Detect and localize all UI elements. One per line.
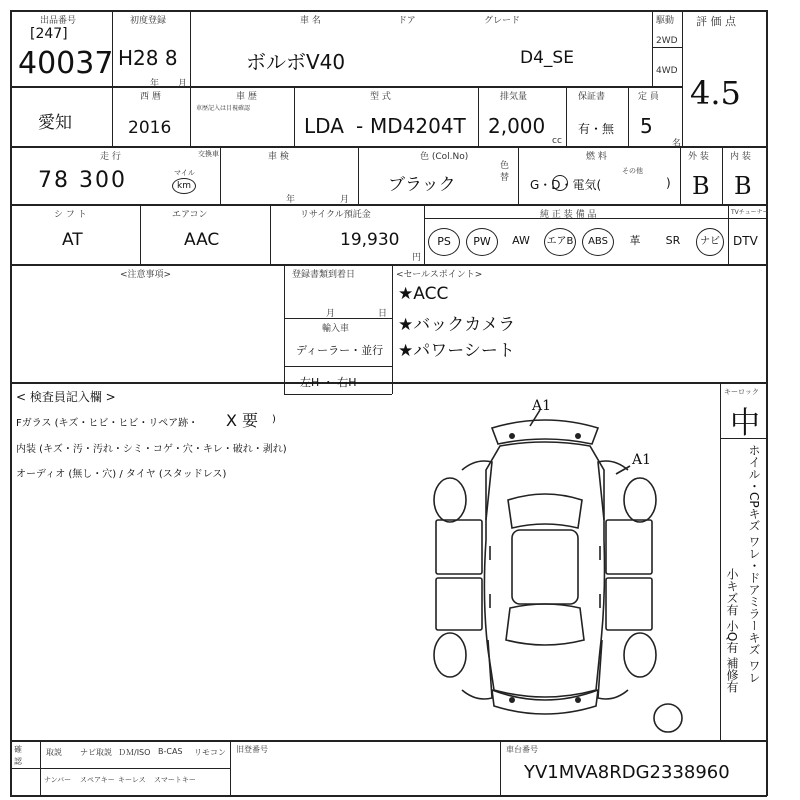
import-label: 輸入車: [322, 324, 350, 334]
footer-item-navi-manual: ナビ取説: [80, 748, 112, 757]
border-top: [10, 10, 767, 12]
caution-label: <注意事項>: [120, 270, 172, 280]
footer-item-smart-key: スマートキー: [154, 776, 196, 784]
equip-ps: PS: [428, 228, 460, 256]
year: 2016: [128, 118, 172, 138]
score: 4.5: [690, 74, 741, 112]
fuel-other: その他: [622, 167, 643, 175]
key-label: キーロック: [724, 388, 759, 396]
memo-label: 旧登番号: [236, 745, 268, 754]
cc-unit: cc: [552, 136, 562, 146]
footer-item-plate: ナンバー: [44, 776, 72, 784]
area: 愛知: [38, 113, 72, 133]
displacement-label: 排気量: [500, 92, 528, 102]
lot-number: 40037: [18, 46, 114, 81]
equip-pw: PW: [466, 228, 498, 256]
sales-label: <セールスポイント>: [396, 270, 483, 280]
exterior: B: [692, 172, 710, 200]
fuel-values: G・D・電気(: [530, 178, 602, 192]
capacity: 5: [640, 114, 653, 138]
equip-airbag: エアB: [544, 228, 576, 256]
interior: B: [734, 172, 752, 200]
model-label: 型 式: [370, 92, 391, 102]
footer-item-bcas: B-CAS: [158, 747, 183, 756]
side-note-1: ホイル・CPキズ ワレ・ドアミラーキズ ワレ: [747, 444, 761, 684]
capacity-unit: 名: [672, 139, 682, 149]
tv: DTV: [733, 234, 758, 248]
color-change-label: 色替: [500, 161, 510, 183]
ac: AAC: [184, 230, 220, 250]
vin: YV1MVA8RDG2338960: [524, 762, 730, 783]
equip-sunroof: SR: [665, 234, 681, 247]
exterior-label: 外 装: [688, 152, 709, 162]
steering: 左H ・ 右H: [300, 376, 357, 389]
regdoc-day: 日: [378, 309, 388, 319]
import-value: ディーラー・並行: [296, 344, 384, 357]
sales-point-1: ★ACC: [398, 284, 449, 304]
glass-close: ): [272, 414, 276, 425]
footer-item-spare-key: スペアキー: [80, 776, 115, 784]
warranty-label: 保証書: [578, 92, 606, 102]
equip-aw: AW: [512, 234, 530, 247]
drive-2wd: 2WD: [656, 36, 678, 46]
year-label: 西 暦: [140, 92, 161, 102]
model-code: MD4204T: [370, 114, 466, 138]
mileage-unit-alt: マイル: [174, 169, 195, 177]
check-label: 確認: [14, 745, 22, 766]
border-bottom: [10, 795, 767, 797]
footer-item-keyless: キーレス: [118, 776, 146, 784]
reg-unit: 年: [150, 79, 160, 89]
car-name-label: 車 名: [300, 16, 321, 26]
color: ブラック: [388, 175, 456, 195]
model-dash: -: [356, 114, 364, 138]
interior-label: 内 装: [730, 152, 751, 162]
ac-label: エアコン: [172, 210, 208, 220]
mileage: 78 300: [38, 168, 127, 193]
fuel-label: 燃 料: [586, 152, 607, 162]
diagram-mark-side: A1: [632, 452, 652, 468]
recycle-unit: 円: [412, 253, 422, 263]
lot-label: 出品番号: [40, 16, 77, 26]
shift-label: シ フ ト: [54, 210, 87, 220]
glass-mark: X 要: [226, 411, 259, 430]
car-name: ボルボV40: [246, 50, 346, 74]
border-right: [766, 10, 768, 796]
tv-label: TVチューナー: [731, 209, 769, 216]
diagram-mark-front: A1: [532, 398, 552, 414]
mileage-label: 走 行: [100, 152, 121, 162]
reg-label: 初度登録: [130, 16, 167, 26]
insp-year: 年: [286, 195, 296, 205]
warranty-value: 有・無: [578, 122, 615, 136]
footer-item-remote: リモコン: [194, 748, 226, 757]
reg-unit-month: 月: [178, 79, 188, 89]
color-label: 色 (Col.No): [420, 152, 469, 162]
history-note: 車歴記入は目視確認: [196, 105, 251, 112]
inspection-label: 車 検: [268, 152, 289, 162]
drive-label: 駆動: [656, 16, 675, 26]
score-label: 評 価 点: [696, 15, 736, 28]
inspector-title: < 検査員記入欄 >: [16, 390, 116, 404]
lot-bracket: [247]: [30, 26, 68, 42]
equip-abs: ABS: [582, 228, 614, 256]
equip-leather: 革: [629, 234, 641, 247]
displacement: 2,000: [488, 114, 546, 138]
recycle-label: リサイクル預託金: [300, 210, 371, 220]
side-note-2: 小キズ有 小Q有 補修有: [725, 568, 739, 694]
door-label: ドア: [398, 16, 416, 26]
capacity-label: 定 員: [638, 92, 659, 102]
equip-navi: ナビ: [696, 228, 724, 256]
history-label: 車 歴: [236, 92, 257, 102]
glass-line: Fガラス (キズ・ヒビ・ヒビ・リペア跡・: [16, 418, 199, 429]
sales-point-2: ★バックカメラ: [398, 315, 516, 335]
sales-point-3: ★パワーシート: [398, 341, 515, 361]
model-prefix: LDA: [304, 114, 344, 138]
reg-value: H28 8: [118, 46, 178, 70]
fuel-diesel-circle: [552, 175, 568, 191]
equip-label: 純 正 装 備 品: [540, 210, 597, 220]
mileage-unit: km: [172, 178, 196, 194]
odometer-label: 交換車: [198, 150, 219, 158]
recycle: 19,930: [340, 230, 400, 250]
footer-item-dm: ＤＭ/ISO: [118, 748, 151, 757]
border-left: [10, 10, 12, 796]
footer-item-manual: 取説: [46, 748, 62, 757]
regdoc-label: 登録書類到着日: [292, 270, 356, 280]
vin-label: 車台番号: [506, 745, 538, 754]
insp-month: 月: [340, 195, 350, 205]
interior-line: 内装 (キズ・汚・汚れ・シミ・コゲ・穴・キレ・破れ・剥れ): [16, 444, 287, 455]
key-value: 中: [730, 406, 760, 441]
drive-4wd: 4WD: [656, 66, 678, 76]
audio-line: オーディオ (無し・穴) / タイヤ (スタッドレス): [16, 469, 227, 480]
regdoc-month: 月: [326, 309, 336, 319]
grade: D4_SE: [520, 48, 574, 68]
shift: AT: [62, 230, 83, 250]
fuel-close: ): [666, 176, 671, 190]
grade-label: グレード: [484, 16, 521, 26]
